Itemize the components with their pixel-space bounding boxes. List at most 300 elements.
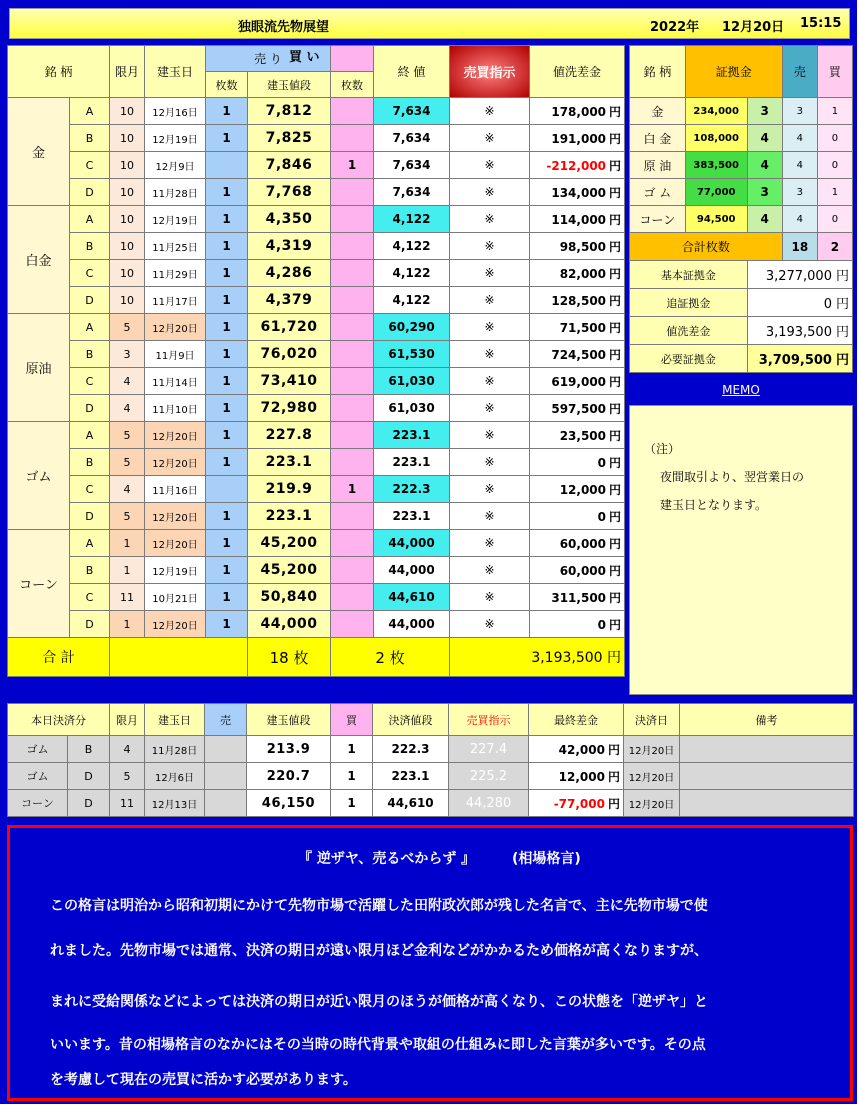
- diff-cell: [530, 557, 625, 584]
- memo-header: [629, 379, 853, 403]
- signal-cell: ※: [450, 260, 530, 287]
- settle-note: [680, 736, 854, 763]
- signal-cell: ※: [450, 179, 530, 206]
- diff-cell: [530, 503, 625, 530]
- margin-name: コーン: [630, 206, 686, 233]
- yen-unit: 円: [609, 104, 622, 119]
- close-cell: 7,634: [374, 125, 450, 152]
- yen-unit: 円: [609, 185, 622, 200]
- settle-gengetsu: 4: [110, 736, 145, 763]
- tate-price-cell: 73,410: [248, 368, 331, 395]
- tate-price-cell: 76,020: [248, 341, 331, 368]
- yen-unit: 円: [607, 796, 620, 811]
- margin-row: [630, 179, 853, 206]
- tatebi-cell: 11月28日: [145, 179, 206, 206]
- tate-price-cell: 72,980: [248, 395, 331, 422]
- side-total-label: 合計枚数: [630, 233, 783, 261]
- close-cell: 61,030: [374, 368, 450, 395]
- contract-key: C: [70, 152, 110, 179]
- yen-unit: 円: [609, 212, 622, 227]
- settle-tatebi: 12月6日: [145, 763, 205, 790]
- signal-cell: ※: [450, 287, 530, 314]
- settle-col-price: 決済値段: [373, 704, 449, 736]
- buy-qty-cell: [331, 584, 374, 611]
- group-name: コーン: [8, 530, 70, 638]
- margin-buy: 0: [817, 125, 852, 152]
- tate-price-cell: 223.1: [248, 503, 331, 530]
- contract-key: B: [70, 125, 110, 152]
- table-row: [8, 98, 625, 125]
- tatebi-cell: 11月16日: [145, 476, 206, 503]
- margin-count: 4: [747, 206, 782, 233]
- table-row: [8, 584, 625, 611]
- tatebi-cell: 11月17日: [145, 287, 206, 314]
- memo-box: [629, 405, 853, 695]
- margin-value: 383,500: [685, 152, 747, 179]
- summary-amount: 3,193,500: [765, 325, 832, 340]
- date: 12月20日: [722, 20, 785, 35]
- gengetsu-cell: 4: [110, 395, 145, 422]
- proverb-line-4: いいます。昔の相場格言のなかにはその当時の時代背景や取組の仕組みに即した言葉が多いです。その点: [50, 1037, 706, 1053]
- settle-final-value: 42,000: [558, 742, 605, 757]
- buy-qty-cell: [331, 314, 374, 341]
- summary-value: [747, 261, 852, 289]
- yen-unit: 円: [609, 482, 622, 497]
- diff-value: 12,000: [559, 482, 607, 497]
- yen-unit: 円: [609, 374, 622, 389]
- settle-col-tatebi: 建玉日: [145, 704, 205, 736]
- contract-key: D: [70, 611, 110, 638]
- signal-cell: ※: [450, 422, 530, 449]
- margin-sell: 4: [782, 125, 817, 152]
- proverb-line-1: この格言は明治から昭和初期にかけて先物市場で活躍した田附政次郎が残した名言で、主に先物市場で使: [50, 898, 708, 914]
- diff-value: 724,500: [551, 347, 607, 362]
- tate-price-cell: 227.8: [248, 422, 331, 449]
- signal-cell: ※: [450, 206, 530, 233]
- settle-tatebi: 12月13日: [145, 790, 205, 817]
- settle-name: コーン: [8, 790, 68, 817]
- sell-qty-cell: 1: [206, 422, 248, 449]
- close-cell: 61,530: [374, 341, 450, 368]
- proverb-line-5: を考慮して現在の売買に活かす必要があります。: [50, 1072, 357, 1088]
- close-cell: 7,634: [374, 98, 450, 125]
- signal-cell: ※: [450, 98, 530, 125]
- buy-qty-cell: [331, 341, 374, 368]
- yen-unit: 円: [609, 590, 622, 605]
- tatebi-cell: 12月9日: [145, 152, 206, 179]
- signal-cell: ※: [450, 584, 530, 611]
- summary-label: 追証拠金: [630, 289, 748, 317]
- group-name: 金: [8, 98, 70, 206]
- settle-note: [680, 763, 854, 790]
- gengetsu-cell: 10: [110, 98, 145, 125]
- margin-count: 4: [747, 152, 782, 179]
- gengetsu-cell: 10: [110, 233, 145, 260]
- sell-qty-cell: 1: [206, 611, 248, 638]
- diff-value: 114,000: [551, 212, 607, 227]
- tate-price-cell: 4,319: [248, 233, 331, 260]
- settle-date: 12月20日: [624, 736, 680, 763]
- summary-amount: 3,277,000: [765, 269, 832, 284]
- signal-cell: ※: [450, 530, 530, 557]
- buy-qty-cell: 1: [331, 152, 374, 179]
- diff-cell: [530, 206, 625, 233]
- yen-unit: 円: [609, 131, 622, 146]
- tatebi-cell: 12月20日: [145, 530, 206, 557]
- diff-value: 597,500: [551, 401, 607, 416]
- diff-value: 311,500: [551, 590, 607, 605]
- sell-qty-cell: 1: [206, 206, 248, 233]
- buy-qty-cell: [331, 206, 374, 233]
- table-row: [8, 611, 625, 638]
- margin-buy: 0: [817, 152, 852, 179]
- tatebi-cell: 12月19日: [145, 125, 206, 152]
- diff-cell: [530, 260, 625, 287]
- side-col-sell: 売: [782, 46, 817, 98]
- settle-key: D: [68, 790, 110, 817]
- settle-sell: [205, 790, 247, 817]
- signal-cell: ※: [450, 341, 530, 368]
- settle-col-signal: 売買指示: [449, 704, 529, 736]
- gengetsu-cell: 10: [110, 152, 145, 179]
- settle-row: [8, 736, 854, 763]
- sell-qty-cell: 1: [206, 584, 248, 611]
- settle-gengetsu: 5: [110, 763, 145, 790]
- yen-unit: 円: [609, 293, 622, 308]
- signal-cell: ※: [450, 503, 530, 530]
- table-row: [8, 314, 625, 341]
- summary-value: [747, 345, 852, 373]
- memo-title[interactable]: MEMO: [722, 383, 760, 397]
- tatebi-cell: 12月20日: [145, 314, 206, 341]
- margin-row: [630, 125, 853, 152]
- table-row: [8, 179, 625, 206]
- contract-key: D: [70, 287, 110, 314]
- table-row: [8, 557, 625, 584]
- margin-value: 77,000: [685, 179, 747, 206]
- contract-key: D: [70, 503, 110, 530]
- tate-price-cell: 45,200: [248, 557, 331, 584]
- col-buy-maisu: 枚数: [331, 72, 374, 98]
- sell-qty-cell: 1: [206, 314, 248, 341]
- contract-key: C: [70, 260, 110, 287]
- settle-col-sell: 売: [205, 704, 247, 736]
- year: 2022年: [650, 20, 700, 35]
- sell-qty-cell: 1: [206, 341, 248, 368]
- summary-row: [630, 289, 853, 317]
- diff-value: 82,000: [559, 266, 607, 281]
- tate-price-cell: 50,840: [248, 584, 331, 611]
- tatebi-cell: 11月14日: [145, 368, 206, 395]
- memo-line-2: 夜間取引より、翌営業日の: [660, 470, 805, 484]
- title-bar: [9, 8, 850, 39]
- diff-value: 60,000: [559, 563, 607, 578]
- diff-cell: [530, 449, 625, 476]
- tatebi-cell: 10月21日: [145, 584, 206, 611]
- table-row: [8, 125, 625, 152]
- total-buy: 2 枚: [331, 638, 450, 677]
- margin-count: 3: [747, 179, 782, 206]
- diff-value: -212,000: [546, 158, 607, 173]
- contract-key: D: [70, 395, 110, 422]
- yen-unit: 円: [607, 742, 620, 757]
- memo-line-3: 建玉日となります。: [660, 498, 768, 512]
- close-cell: 60,290: [374, 314, 450, 341]
- yen-unit: 円: [835, 269, 849, 284]
- summary-value: [747, 317, 852, 345]
- diff-cell: [530, 530, 625, 557]
- yen-unit: 円: [609, 347, 622, 362]
- col-tatebi: 建玉日: [145, 46, 206, 98]
- signal-cell: ※: [450, 476, 530, 503]
- yen-unit: 円: [609, 158, 622, 173]
- settle-note: [680, 790, 854, 817]
- diff-cell: [530, 314, 625, 341]
- page-title: 独眼流先物展望: [238, 20, 330, 35]
- buy-qty-cell: [331, 611, 374, 638]
- summary-value: [747, 289, 852, 317]
- proverb-title: 『 逆ザヤ、売るべからず 』: [298, 851, 476, 867]
- sell-qty-cell: 1: [206, 260, 248, 287]
- yen-unit: 円: [609, 509, 622, 524]
- gengetsu-cell: 5: [110, 314, 145, 341]
- summary-row: [630, 345, 853, 373]
- close-cell: 222.3: [374, 476, 450, 503]
- summary-amount: 0: [823, 297, 832, 312]
- contract-key: C: [70, 476, 110, 503]
- table-row: [8, 260, 625, 287]
- settle-final: [529, 790, 624, 817]
- settle-tate-price: 213.9: [247, 736, 331, 763]
- settle-final-value: 12,000: [558, 769, 605, 784]
- col-signal: 売買指示: [450, 46, 530, 98]
- table-row: [8, 530, 625, 557]
- diff-value: 0: [597, 509, 607, 524]
- signal-cell: ※: [450, 611, 530, 638]
- settle-tatebi: 11月28日: [145, 736, 205, 763]
- table-row: [8, 152, 625, 179]
- settle-sell: [205, 736, 247, 763]
- table-row: [8, 503, 625, 530]
- close-cell: 4,122: [374, 287, 450, 314]
- yen-unit: 円: [609, 320, 622, 335]
- settle-sell: [205, 763, 247, 790]
- settle-buy: 1: [331, 736, 373, 763]
- tatebi-cell: 12月16日: [145, 98, 206, 125]
- margin-value: 108,000: [685, 125, 747, 152]
- buy-qty-cell: [331, 557, 374, 584]
- settle-date: 12月20日: [624, 790, 680, 817]
- sell-qty-cell: 1: [206, 98, 248, 125]
- gengetsu-cell: 10: [110, 125, 145, 152]
- settle-final: [529, 763, 624, 790]
- diff-cell: [530, 341, 625, 368]
- group-name: 原油: [8, 314, 70, 422]
- signal-cell: ※: [450, 125, 530, 152]
- gengetsu-cell: 4: [110, 368, 145, 395]
- yen-unit: 円: [609, 428, 622, 443]
- close-cell: 223.1: [374, 449, 450, 476]
- sell-qty-cell: 1: [206, 287, 248, 314]
- buy-qty-cell: [331, 179, 374, 206]
- margin-name: 原 油: [630, 152, 686, 179]
- contract-key: A: [70, 530, 110, 557]
- tatebi-cell: 12月19日: [145, 557, 206, 584]
- close-cell: 44,610: [374, 584, 450, 611]
- total-sell: 18 枚: [248, 638, 331, 677]
- settle-buy: 1: [331, 763, 373, 790]
- diff-value: 0: [597, 617, 607, 632]
- tatebi-cell: 12月19日: [145, 206, 206, 233]
- col-close: 終 値: [374, 46, 450, 98]
- contract-key: C: [70, 584, 110, 611]
- group-name: 白金: [8, 206, 70, 314]
- signal-cell: ※: [450, 233, 530, 260]
- gengetsu-cell: 11: [110, 584, 145, 611]
- diff-cell: [530, 287, 625, 314]
- summary-row: [630, 317, 853, 345]
- total-blank: [110, 638, 248, 677]
- settlement-table: [7, 703, 854, 817]
- buy-qty-cell: 1: [331, 476, 374, 503]
- group-name: ゴム: [8, 422, 70, 530]
- memo-line-1: （注）: [644, 442, 681, 456]
- gengetsu-cell: 1: [110, 611, 145, 638]
- settle-col-final: 最終差金: [529, 704, 624, 736]
- tatebi-cell: 12月20日: [145, 611, 206, 638]
- diff-cell: [530, 368, 625, 395]
- diff-cell: [530, 611, 625, 638]
- contract-key: C: [70, 368, 110, 395]
- settle-col-buy: 買: [331, 704, 373, 736]
- gengetsu-cell: 10: [110, 260, 145, 287]
- yen-unit: 円: [835, 297, 849, 312]
- tate-price-cell: 219.9: [248, 476, 331, 503]
- close-cell: 61,030: [374, 395, 450, 422]
- signal-cell: ※: [450, 368, 530, 395]
- proverb-box: [7, 825, 853, 1101]
- yen-unit: 円: [609, 401, 622, 416]
- settle-col-note: 備考: [680, 704, 854, 736]
- settle-name: ゴム: [8, 736, 68, 763]
- tatebi-cell: 12月20日: [145, 449, 206, 476]
- margin-buy: 0: [817, 206, 852, 233]
- close-cell: 7,634: [374, 179, 450, 206]
- contract-key: A: [70, 314, 110, 341]
- diff-value: 60,000: [559, 536, 607, 551]
- settle-price: 44,610: [373, 790, 449, 817]
- buy-qty-cell: [331, 422, 374, 449]
- tate-price-cell: 4,379: [248, 287, 331, 314]
- yen-unit: 円: [835, 325, 849, 340]
- contract-key: B: [70, 341, 110, 368]
- margin-buy: 1: [817, 179, 852, 206]
- settle-buy: 1: [331, 790, 373, 817]
- sell-qty-cell: 1: [206, 368, 248, 395]
- table-row: [8, 206, 625, 233]
- side-total-sell: 18: [782, 233, 817, 261]
- sell-qty-cell: 1: [206, 395, 248, 422]
- close-cell: 44,000: [374, 530, 450, 557]
- margin-sell: 4: [782, 152, 817, 179]
- side-col-margin: 証拠金: [685, 46, 782, 98]
- diff-value: 71,500: [559, 320, 607, 335]
- summary-label: 基本証拠金: [630, 261, 748, 289]
- col-diff: 値洗差金: [530, 46, 625, 98]
- summary-label: 必要証拠金: [630, 345, 748, 373]
- sell-qty-cell: 1: [206, 125, 248, 152]
- diff-value: 619,000: [551, 374, 607, 389]
- col-gengetsu: 限月: [110, 46, 145, 98]
- diff-cell: [530, 125, 625, 152]
- diff-cell: [530, 422, 625, 449]
- settle-key: D: [68, 763, 110, 790]
- sell-qty-cell: 1: [206, 179, 248, 206]
- diff-value: 134,000: [551, 185, 607, 200]
- buy-qty-cell: [331, 125, 374, 152]
- contract-key: B: [70, 557, 110, 584]
- yen-unit: 円: [609, 239, 622, 254]
- close-cell: 223.1: [374, 503, 450, 530]
- tate-price-cell: 223.1: [248, 449, 331, 476]
- diff-value: 191,000: [551, 131, 607, 146]
- diff-cell: [530, 233, 625, 260]
- col-uri: 売 り: [206, 46, 331, 72]
- total-label: 合 計: [8, 638, 110, 677]
- margin-table: [629, 45, 853, 373]
- margin-count: 3: [747, 98, 782, 125]
- margin-name: 金: [630, 98, 686, 125]
- tate-price-cell: 7,825: [248, 125, 331, 152]
- col-kai-left: [331, 46, 374, 72]
- diff-cell: [530, 395, 625, 422]
- diff-value: 98,500: [559, 239, 607, 254]
- sell-qty-cell: [206, 476, 248, 503]
- buy-qty-cell: [331, 287, 374, 314]
- close-cell: 4,122: [374, 233, 450, 260]
- settle-signal: 44,280: [449, 790, 529, 817]
- margin-row: [630, 206, 853, 233]
- tatebi-cell: 11月9日: [145, 341, 206, 368]
- buy-qty-cell: [331, 233, 374, 260]
- settle-signal: 225.2: [449, 763, 529, 790]
- margin-row: [630, 98, 853, 125]
- settle-final-value: -77,000: [553, 796, 605, 811]
- table-row: [8, 341, 625, 368]
- col-sell-maisu: 枚数: [206, 72, 248, 98]
- settle-col-tate-price: 建玉値段: [247, 704, 331, 736]
- tate-price-cell: 45,200: [248, 530, 331, 557]
- margin-name: 白 金: [630, 125, 686, 152]
- col-meigara: 銘 柄: [8, 46, 110, 98]
- summary-row: [630, 261, 853, 289]
- settle-name: ゴム: [8, 763, 68, 790]
- margin-buy: 1: [817, 98, 852, 125]
- buy-qty-cell: [331, 449, 374, 476]
- signal-cell: ※: [450, 395, 530, 422]
- margin-sell: 4: [782, 206, 817, 233]
- yen-unit: 円: [609, 563, 622, 578]
- diff-cell: [530, 152, 625, 179]
- yen-unit: 円: [609, 266, 622, 281]
- buy-qty-cell: [331, 503, 374, 530]
- buy-qty-cell: [331, 395, 374, 422]
- tate-price-cell: 7,768: [248, 179, 331, 206]
- diff-value: 0: [597, 455, 607, 470]
- tatebi-cell: 11月25日: [145, 233, 206, 260]
- table-row: [8, 233, 625, 260]
- margin-name: ゴ ム: [630, 179, 686, 206]
